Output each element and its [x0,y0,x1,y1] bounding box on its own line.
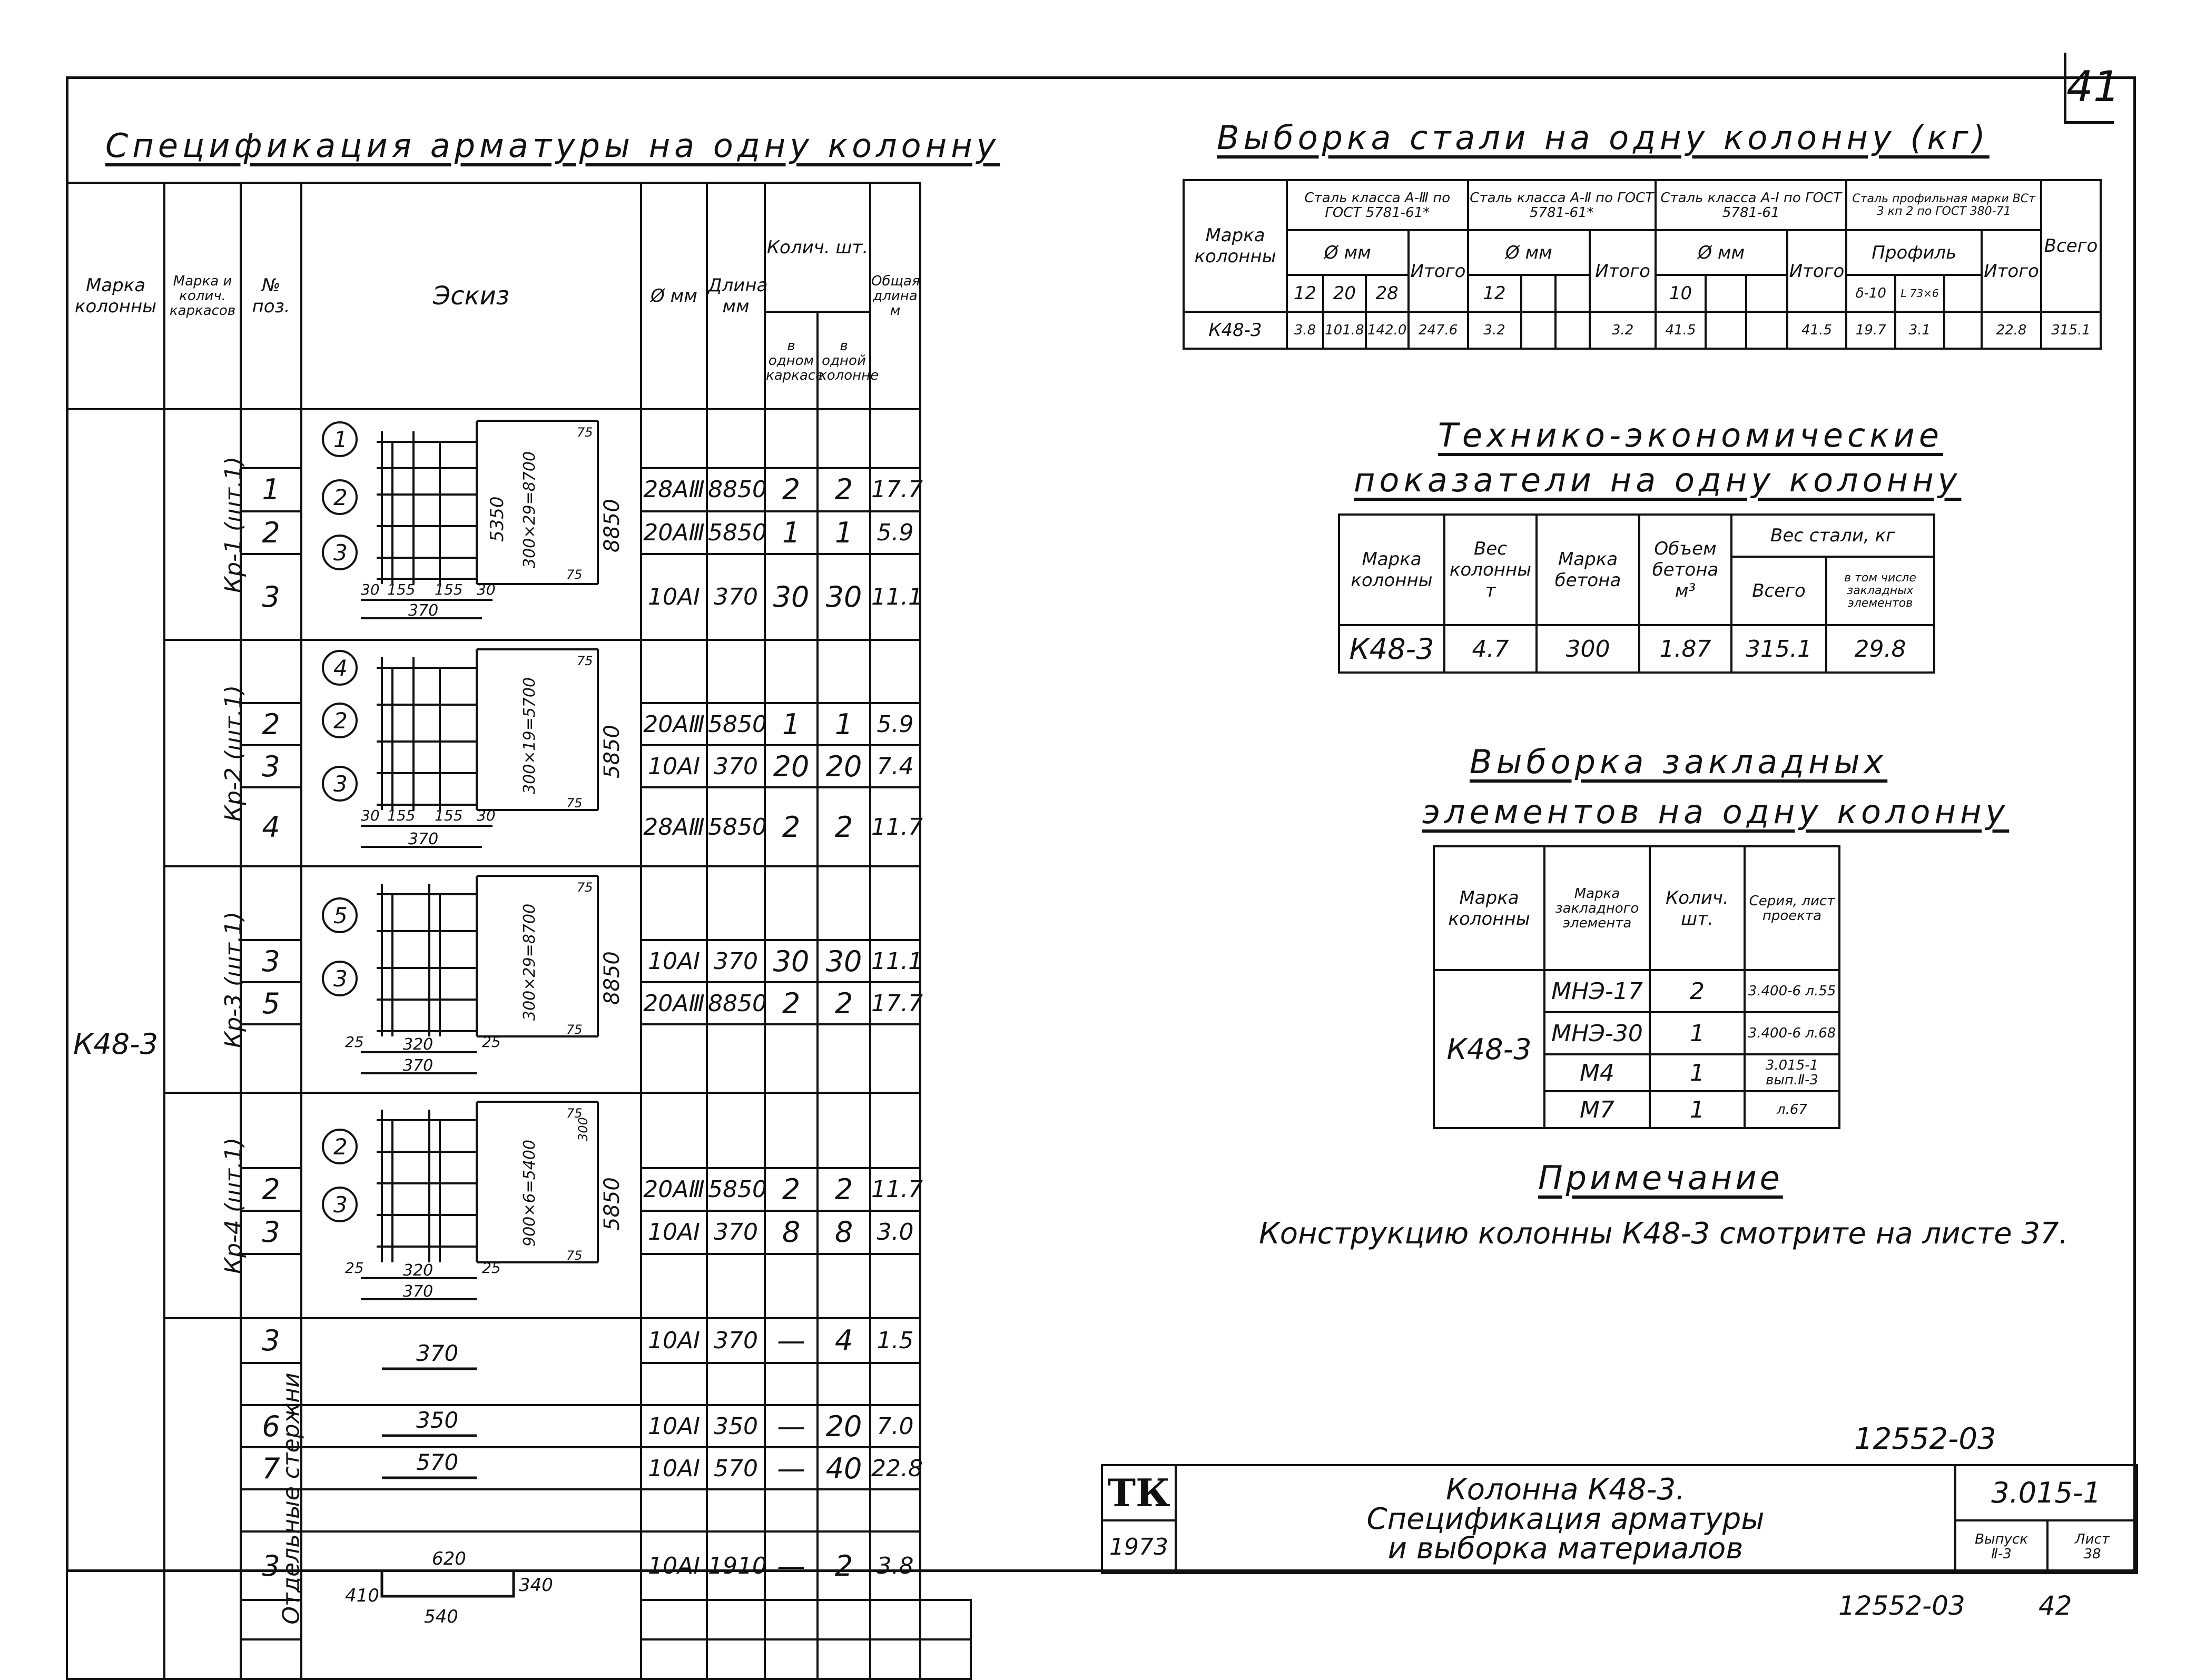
embedded-title-1: Выборка закладных [1470,743,1888,781]
q1-kr3-1: 30 [765,940,818,982]
q1-kr1-2: 1 [765,511,818,554]
sketch-kr1-dim-2: 300×29=8700 [520,451,539,568]
len-kr3-2: 8850 [707,982,765,1024]
total-sep-4: 3.8 [870,1531,920,1600]
q2-kr1-2: 1 [818,511,870,554]
len-kr1-2: 5850 [707,511,765,554]
hdr-total-length: Общая длина м [870,183,920,409]
hdr-qty: Колич. шт. [765,183,870,312]
sketch-kr2 [301,640,641,866]
pos-kr2-2: 3 [241,745,301,787]
q2-kr2-1: 1 [818,703,870,745]
total-sep-3: 22.8 [870,1447,920,1489]
diam-kr1-1: 28АⅢ [641,468,707,511]
sep-4-dim-4: 540 [424,1606,458,1627]
steel-f: 19.7 [1846,312,1895,349]
pos-kr4-2: 3 [241,1211,301,1254]
tech-volume: 1.87 [1639,625,1731,673]
pos-sep-3: 7 [241,1447,301,1489]
tech-hdr-steel: Вес стали, кг [1731,515,1934,557]
steel-hdr-vsego: Всего [2041,180,2101,312]
stamp-year: 1973 [1102,1520,1176,1573]
sketch-kr2-dim-1: 300×19=5700 [520,677,539,794]
sketch-kr1-dim-6: 30 [360,581,380,598]
steel-hdr-class2: Сталь класса А-Ⅱ по ГОСТ 5781-61* [1468,180,1656,230]
sketch-kr1-dim-3: 8850 [599,499,624,552]
sketch-sep-4 [301,1531,641,1679]
q1-kr1-3: 30 [765,554,818,640]
sketch-kr2-circle-1: 4 [333,655,348,681]
sketch-kr1-dim-1: 5350 [486,496,508,542]
sketch-kr3-dim-6: 320 [402,1035,433,1054]
steel-itogo2: 3.2 [1590,312,1656,349]
hdr-frame-mark: Марка и колич. каркасов [164,183,241,409]
steel-a: 3.8 [1287,312,1323,349]
pos-kr4-1: 2 [241,1168,301,1211]
q1-sep-2: — [765,1405,818,1447]
frame-kr3: Кр-3 (шт.1) [164,866,241,1093]
tech-hdr-mark: Марка колонны [1339,515,1444,625]
steel-b: 101.8 [1323,312,1366,349]
pos-sep-4: 3 [241,1531,301,1600]
stamp-code-bottom: 12552-03 [1838,1590,1965,1621]
q1-kr2-1: 1 [765,703,818,745]
stamp-issue: Ⅱ-3 [1991,1546,2012,1562]
diam-kr2-3: 28АⅢ [641,787,707,866]
q2-kr3-2: 2 [818,982,870,1024]
sketch-kr1-dim-9: 30 [476,581,496,598]
steel-hdr-diam-3: Ø мм [1287,230,1409,275]
steel-hdr-diam-2: Ø мм [1468,230,1590,275]
q1-sep-3: — [765,1447,818,1489]
total-kr2-2: 7.4 [870,745,920,787]
len-kr2-2: 370 [707,745,765,787]
sketch-kr1-dim-8: 155 [434,581,462,598]
total-kr1-3: 11.1 [870,554,920,640]
diam-sep-2: 10АⅠ [641,1405,707,1447]
len-kr4-2: 370 [707,1211,765,1254]
diam-kr3-2: 20АⅢ [641,982,707,1024]
stamp-page-bottom: 42 [2039,1590,2072,1621]
emb-qty-2: 1 [1650,1012,1745,1054]
diam-sep-3: 10АⅠ [641,1447,707,1489]
diam-kr3-1: 10АⅠ [641,940,707,982]
sketch-kr4-dim-2: 5850 [599,1177,624,1231]
steel-itogo3: 41.5 [1787,312,1847,349]
stamp-series: 3.015-1 [1955,1465,2137,1520]
emb-elem-3: М4 [1544,1054,1650,1091]
logo: ТК [1102,1465,1176,1520]
steel-hdr-itogo-2: Итого [1590,230,1656,312]
stamp-title [1176,1465,1955,1573]
sketch-sep-3 [301,1447,641,1489]
tech-hdr-embedded: в том числе закладных элементов [1826,557,1934,625]
sketch-kr2-circle-2: 2 [333,708,348,734]
sketch-kr4-circle-1: 2 [333,1134,348,1160]
emb-elem-4: М7 [1544,1091,1650,1128]
tech-title-1: Технико-экономические [1438,416,1943,454]
sep-4-dim-3: 340 [518,1575,553,1596]
hdr-pos: № поз. [241,183,301,409]
embedded-title-2: элементов на одну колонну [1422,793,2010,831]
steel-table [1183,179,2102,350]
q1-kr4-1: 2 [765,1168,818,1211]
sketch-kr2-dim-2: 5850 [599,725,624,778]
title-block [1101,1464,2138,1574]
steel-itogo1: 247.6 [1409,312,1468,349]
tech-concrete: 300 [1537,625,1639,673]
pos-kr2-3: 4 [241,787,301,866]
sketch-kr3-circle-1: 5 [333,903,348,928]
hdr-length: Длина мм [707,183,765,409]
sketch-kr3-dim-1: 300×29=8700 [520,903,539,1021]
diam-kr1-3: 10АⅠ [641,554,707,640]
emb-series-2: 3.400-6 л.68 [1745,1012,1839,1054]
stamp-sheet-label: Лист [2075,1531,2110,1547]
len-kr1-1: 8850 [707,468,765,511]
diam-sep-1: 10АⅠ [641,1318,707,1363]
sketch-kr4-circle-2: 3 [333,1192,348,1218]
sep-4-dim-2: 410 [344,1585,379,1606]
sketch-kr3-dim-3: 75 [576,880,593,895]
q1-kr2-3: 2 [765,787,818,866]
q1-sep-1: — [765,1318,818,1363]
sketch-kr2-circle-3: 3 [333,771,348,797]
sketch-kr3-dim-7: 25 [481,1033,501,1051]
note-text: Конструкцию колонны К48-3 смотрите на листе 37. [1259,1217,2069,1251]
q1-kr4-2: 8 [765,1211,818,1254]
tech-table [1338,513,1935,674]
sketch-kr2-dim-8: 30 [476,807,496,824]
q1-kr1-1: 2 [765,468,818,511]
q1-sep-4: — [765,1531,818,1600]
q2-kr2-2: 20 [818,745,870,787]
steel-d28: 28 [1366,275,1409,312]
stamp-title-3: и выборка материалов [1387,1531,1744,1566]
hdr-col-mark: Марка колонны [67,183,164,409]
embedded-table [1433,845,1840,1129]
sketch-kr4-dim-6: 25 [344,1259,364,1277]
emb-qty-4: 1 [1650,1091,1745,1128]
sketch-kr4-dim-7: 320 [402,1261,433,1280]
tech-embedded: 29.8 [1826,625,1934,673]
steel-d12b: 12 [1468,275,1521,312]
sketch-sep-1 [301,1318,641,1405]
sketch-kr1-dim-7: 155 [387,581,415,598]
total-sep-1: 1.5 [870,1318,920,1363]
q2-sep-3: 40 [818,1447,870,1489]
diam-kr4-2: 10АⅠ [641,1211,707,1254]
steel-hdr-profil: Профиль [1846,230,1982,275]
total-sep-2: 7.0 [870,1405,920,1447]
q2-sep-4: 2 [818,1531,870,1600]
q2-kr1-3: 30 [818,554,870,640]
diam-kr4-1: 20АⅢ [641,1168,707,1211]
steel-hdr-itogo-1: Итого [1409,230,1468,312]
separate-bars: Отдельные стержни [164,1318,241,1679]
spec-table [66,182,972,1680]
steel-hdr-mark: Марка колонны [1184,180,1287,312]
frame-kr2: Кр-2 (шт.1) [164,640,241,866]
q2-kr4-2: 8 [818,1211,870,1254]
q2-kr4-1: 2 [818,1168,870,1211]
emb-elem-2: МНЭ-30 [1544,1012,1650,1054]
sketch-kr3-dim-4: 75 [566,1022,583,1037]
pos-kr1-1: 1 [241,468,301,511]
steel-p1: δ-10 [1846,275,1895,312]
q1-kr2-2: 20 [765,745,818,787]
sep-1-len: 370 [416,1340,458,1366]
sketch-kr4-dim-8: 25 [481,1259,501,1277]
emb-elem-1: МНЭ-17 [1544,970,1650,1012]
stamp-title-1: Колонна К48-3. [1445,1472,1686,1507]
q2-kr2-3: 2 [818,787,870,866]
emb-qty-3: 1 [1650,1054,1745,1091]
tech-hdr-concrete: Марка бетона [1537,515,1639,625]
sep-3-len: 570 [416,1449,458,1475]
sketch-kr1-dim-4: 75 [576,425,593,440]
tech-total: 315.1 [1731,625,1826,673]
sketch-kr3-dim-5: 25 [344,1033,364,1051]
emb-mark: К48-3 [1434,970,1544,1128]
pos-kr3-2: 5 [241,982,301,1024]
sketch-kr1 [301,409,641,640]
pos-sep-1: 3 [241,1318,301,1363]
emb-qty-1: 2 [1650,970,1745,1012]
len-kr4-1: 5850 [707,1168,765,1211]
steel-hdr-profile: Сталь профильная марки ВСт 3 кп 2 по ГОСТ 380-71 [1846,180,2041,230]
tech-hdr-weight: Вес колонны т [1444,515,1537,625]
sep-4-dim-1: 620 [431,1548,466,1569]
sketch-kr4-dim-3: 300 [575,1117,590,1141]
len-kr1-3: 370 [707,554,765,640]
steel-c: 142.0 [1366,312,1409,349]
stamp-issue-cell [1955,1520,2047,1573]
sketch-kr3-dim-8: 370 [402,1056,433,1075]
hdr-sketch: Эскиз [301,183,641,409]
sketch-kr2-dim-9: 370 [408,830,438,848]
hdr-diam: Ø мм [641,183,707,409]
sep-2-len: 350 [416,1407,458,1433]
q2-kr1-1: 2 [818,468,870,511]
total-kr2-1: 5.9 [870,703,920,745]
steel-d: 3.2 [1468,312,1521,349]
sketch-kr1-circle-3: 3 [333,540,348,566]
sketch-kr1-dim-10: 370 [408,601,438,620]
frame-kr1: Кр-1 (шт.1) [164,409,241,640]
pos-kr3-1: 3 [241,940,301,982]
stamp-title-2: Спецификация арматуры [1366,1501,1765,1536]
pos-sep-2: 6 [241,1405,301,1447]
total-kr1-1: 17.7 [870,468,920,511]
len-kr2-3: 5850 [707,787,765,866]
sketch-kr3-dim-2: 8850 [599,951,624,1005]
sketch-kr2-dim-4: 75 [566,796,583,811]
tech-hdr-total: Всего [1731,557,1826,625]
steel-hdr-class3: Сталь класса А-Ⅲ по ГОСТ 5781-61* [1287,180,1468,230]
total-kr4-2: 3.0 [870,1211,920,1254]
note-title: Примечание [1538,1159,1783,1197]
steel-p2: L 73×6 [1895,275,1944,312]
frame-kr4: Кр-4 (шт.1) [164,1093,241,1318]
emb-series-3: 3.015-1 вып.Ⅱ-3 [1745,1054,1839,1091]
q2-kr3-1: 30 [818,940,870,982]
tech-title-2: показатели на одну колонну [1354,461,1962,499]
len-sep-2: 350 [707,1405,765,1447]
total-kr3-2: 17.7 [870,982,920,1024]
steel-d20: 20 [1323,275,1366,312]
steel-row-mark: К48-3 [1184,312,1287,349]
stamp-code-top: 12552-03 [1854,1422,1996,1456]
len-sep-3: 570 [707,1447,765,1489]
pos-kr1-2: 2 [241,511,301,554]
tech-mark: К48-3 [1339,625,1444,673]
total-kr3-1: 11.1 [870,940,920,982]
total-kr2-3: 11.7 [870,787,920,866]
diam-kr2-1: 20АⅢ [641,703,707,745]
stamp-issue-label: Выпуск [1975,1531,2028,1547]
spec-title: Спецификация арматуры на одну колонну [105,126,1000,165]
q2-sep-2: 20 [818,1405,870,1447]
stamp-sheet-cell [2047,1520,2137,1573]
diam-kr2-2: 10АⅠ [641,745,707,787]
sketch-kr2-dim-6: 155 [387,807,415,824]
steel-d10: 10 [1656,275,1706,312]
steel-d12: 12 [1287,275,1323,312]
steel-itogo4: 22.8 [1982,312,2041,349]
steel-hdr-itogo-3: Итого [1787,230,1847,312]
q1-kr3-2: 2 [765,982,818,1024]
emb-series-4: л.67 [1745,1091,1839,1128]
total-kr1-2: 5.9 [870,511,920,554]
steel-hdr-diam-1: Ø мм [1656,230,1787,275]
sketch-kr1-circle-2: 2 [333,485,348,510]
hdr-qty-frame: в одном каркасе [765,312,818,409]
hdr-qty-column: в одной колонне [818,312,870,409]
steel-vsego: 315.1 [2041,312,2101,349]
column-mark: К48-3 [67,409,164,1679]
steel-hdr-itogo-4: Итого [1982,230,2041,312]
len-sep-4: 1910 [707,1531,765,1600]
sketch-kr1-circle-1: 1 [333,427,348,452]
sketch-kr3-circle-2: 3 [333,966,348,992]
steel-g: 3.1 [1895,312,1944,349]
emb-hdr-mark: Марка колонны [1434,846,1544,970]
emb-series-1: 3.400-6 л.55 [1745,970,1839,1012]
stamp-sheet: 38 [2083,1546,2101,1562]
steel-e: 41.5 [1656,312,1706,349]
sketch-kr2-dim-5: 30 [360,807,380,824]
sketch-kr4-dim-9: 370 [402,1282,433,1301]
page-number: 41 [2064,53,2114,124]
pos-kr1-3: 3 [241,554,301,640]
sketch-kr2-dim-7: 155 [434,807,462,824]
emb-hdr-elem: Марка закладного элемента [1544,846,1650,970]
sketch-kr3 [301,866,641,1093]
len-kr2-1: 5850 [707,703,765,745]
pos-kr2-1: 2 [241,703,301,745]
emb-hdr-qty: Колич. шт. [1650,846,1745,970]
steel-hdr-class1: Сталь класса А-Ⅰ по ГОСТ 5781-61 [1656,180,1846,230]
steel-title: Выборка стали на одну колонну (кг) [1217,118,1990,157]
sketch-sep-2 [301,1405,641,1447]
total-kr4-1: 11.7 [870,1168,920,1211]
sketch-kr4 [301,1093,641,1318]
sketch-kr1-dim-5: 75 [566,567,583,582]
sketch-kr4-dim-1: 900×6=5400 [520,1140,539,1247]
tech-weight: 4.7 [1444,625,1537,673]
sketch-kr2-dim-3: 75 [576,654,593,668]
emb-hdr-series: Серия, лист проекта [1745,846,1839,970]
len-kr3-1: 370 [707,940,765,982]
diam-kr1-2: 20АⅢ [641,511,707,554]
tech-hdr-volume: Объем бетона м³ [1639,515,1731,625]
sketch-kr4-dim-5: 75 [566,1248,583,1263]
diam-sep-4: 10АⅠ [641,1531,707,1600]
q2-sep-1: 4 [818,1318,870,1363]
sketch-kr4-dim-4: 75 [566,1106,583,1121]
len-sep-1: 370 [707,1318,765,1363]
